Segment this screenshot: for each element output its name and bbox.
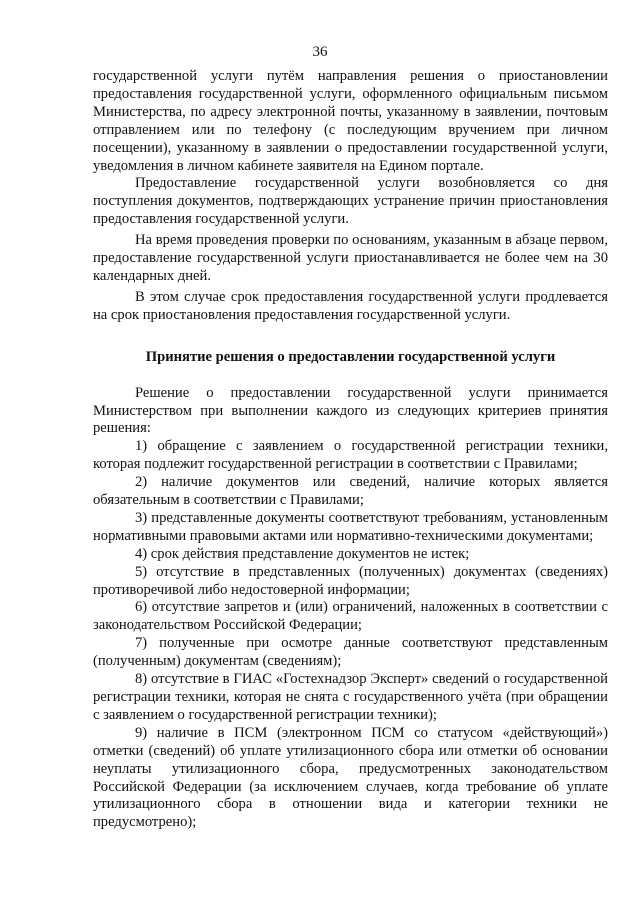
list-item: 4) срок действия представление документов не истек; xyxy=(135,545,470,562)
section-heading: Принятие решения о предоставлении государственной услуги xyxy=(145,348,556,365)
list-item: 6) отсутствие запретов и (или) ограничений, наложенных в соответствии с законодательством Российской Федерации; xyxy=(93,599,608,634)
list-item: 5) отсутствие в представленных (полученных) документах (сведениях) противоречивой либо недостоверной информации; xyxy=(93,563,608,598)
paragraph: Решение о предоставлении государственной услуги принимается Министерством при выполнении каждого из следующих критериев принятия решения: xyxy=(93,384,608,437)
document-body xyxy=(93,68,608,832)
list-item: 7) полученные при осмотре данные соответствуют представленным (полученным) документам (сведениям); xyxy=(93,635,608,670)
paragraph: Предоставление государственной услуги возобновляется со дня поступления документов, подтверждающих устранение причин приостановления предоставления государственной услуги. xyxy=(93,175,608,228)
list-item: 8) отсутствие в ГИАС «Гостехнадзор Эксперт» сведений о государственной регистрации техники, которая не снята с государственного учёта (при обращении с заявлением о государственной регистрации техники); xyxy=(93,671,608,723)
list-item: 3) представленные документы соответствуют требованиям, установленным нормативными правовыми актами или нормативно-техническими документами; xyxy=(93,509,608,544)
paragraph: В этом случае срок предоставления государственной услуги продлевается на срок приостановления предоставления государственной услуги. xyxy=(93,288,608,323)
paragraph: государственной услуги путём направления решения о приостановлении предоставления государственной услуги, оформленного официальным письмом Министерства, по адресу электронной почты, указанному в заявлении, почтовым отправлением или по телефону (с последующим вручением при личном посещении), указанному в заявлении о предоставлении государственной услуги, уведомления в личном кабинете заявителя на Едином портале. xyxy=(93,68,608,174)
page-number: 36 xyxy=(312,44,328,60)
list-item: 9) наличие в ПСМ (электронном ПСМ со статусом «действующий») отметки (сведений) об уплате утилизационного сбора или отметки об основании неуплаты утилизационного сбора, предусмотренных законодательством Российской Федерации (за исключением случаев, когда требование об уплате утилизационного сбора в отношении вида и категории техники не предусмотрено); xyxy=(93,724,608,831)
list-item: 2) наличие документов или сведений, наличие которых является обязательным в соответствии с Правилами; xyxy=(93,474,608,509)
paragraph: На время проведения проверки по основаниям, указанным в абзаце первом, предоставление государственной услуги приостанавливается не более чем на 30 календарных дней. xyxy=(93,232,608,284)
list-item: 1) обращение с заявлением о государственной регистрации техники, которая подлежит государственной регистрации в соответствии с Правилами; xyxy=(93,438,608,473)
